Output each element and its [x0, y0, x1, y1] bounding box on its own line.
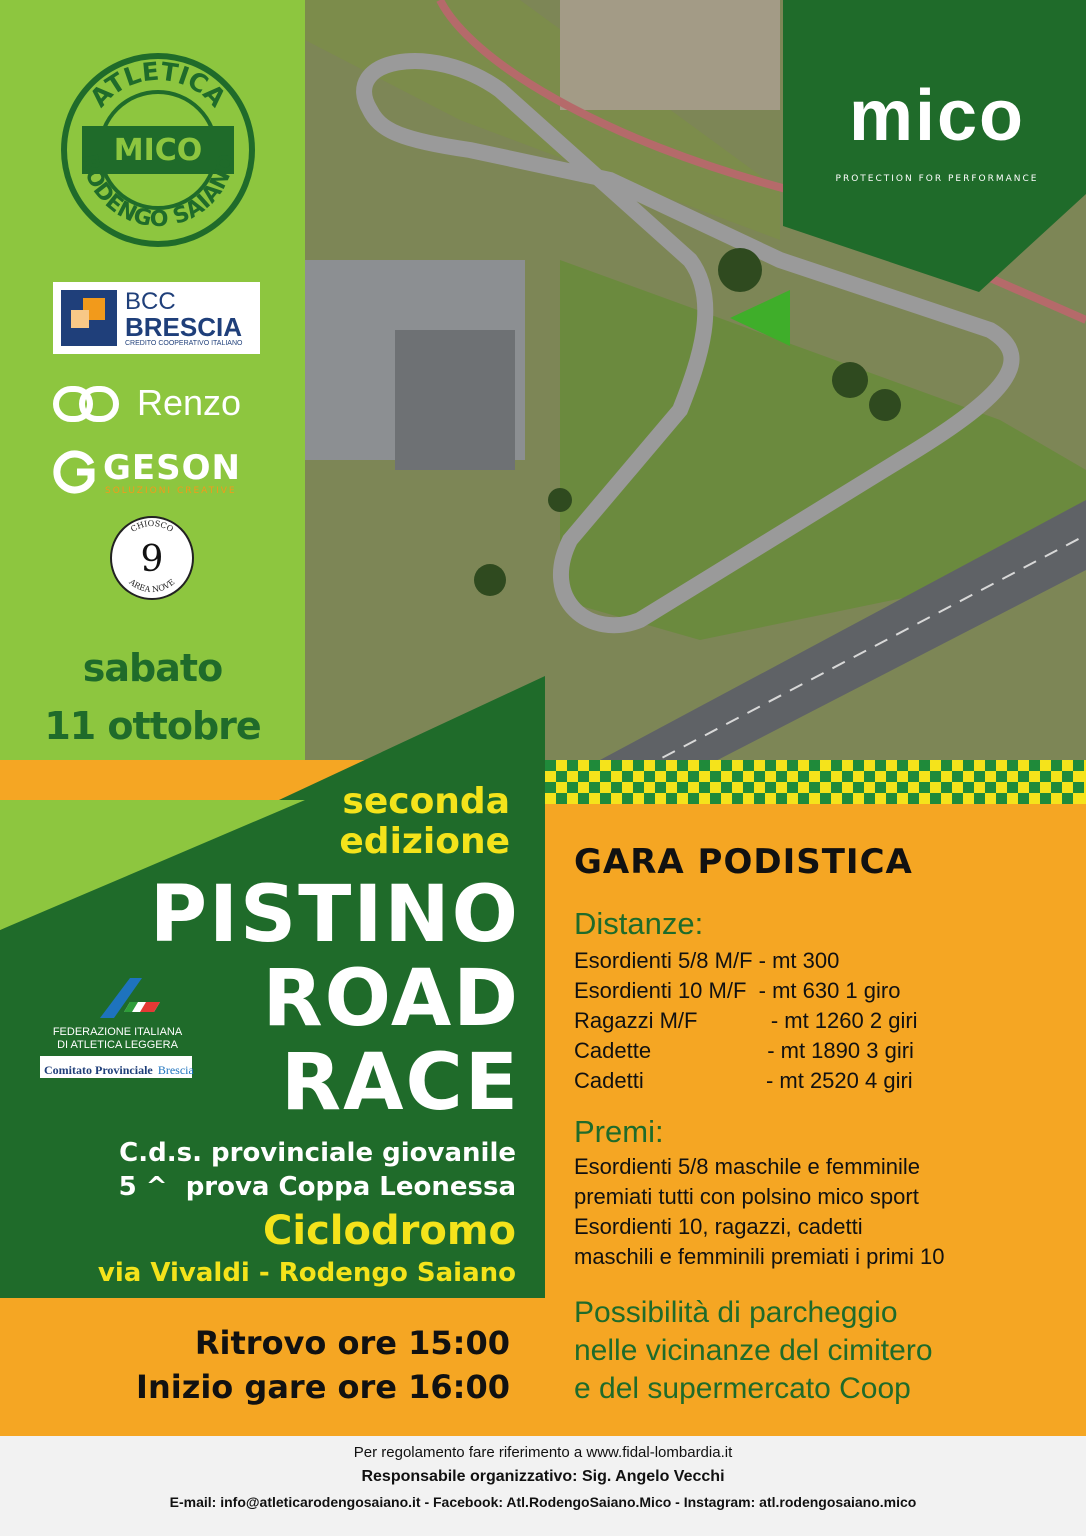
geson-g-icon: [53, 450, 97, 494]
club-logo-bottom-text: RODENGO SAIANO: [75, 152, 241, 233]
footer-contacts: E-mail: info@atleticarodengosaiano.it - Facebook: Atl.RodengoSaiano.Mico - Instagram: atl.rodengosaiano.mico: [169, 1494, 917, 1510]
bcc-line2: BRESCIA: [125, 312, 243, 342]
renzo-logo: [53, 380, 273, 428]
checkered-strip: [545, 760, 1086, 804]
fidal-runner-icon: [90, 972, 190, 1022]
footer-regulation: Per regolamento fare riferimento a www.fidal-lombardia.it: [353, 1444, 733, 1461]
prize-item: maschili e femminili premiati i primi 10: [574, 1244, 945, 1269]
distances-title: Distanze:: [574, 906, 704, 941]
fidal-committee-badge: [40, 1056, 192, 1078]
edition-line2: edizione: [339, 821, 510, 862]
distance-item: Esordienti 5/8 M/F - mt 300: [574, 948, 840, 973]
club-logo-top-text: ATLETICA: [84, 56, 232, 113]
event-title-line1: PISTINO: [149, 870, 520, 960]
geson-tagline: SOLUZIONI CREATIVE: [105, 486, 237, 496]
bcc-line1: BCC: [125, 288, 176, 315]
distance-item: Ragazzi M/F - mt 1260 2 giri: [574, 1008, 918, 1033]
bcc-square-icon: [61, 290, 117, 346]
date-date: 11 ottobre: [44, 704, 261, 748]
prize-item: premiati tutti con polsino mico sport: [574, 1184, 919, 1209]
chiosco-bottom-text: AREA NOVE: [127, 577, 177, 595]
date-day: sabato: [82, 646, 223, 690]
mico-logo-text: mico: [848, 76, 1026, 156]
distance-item: Cadetti - mt 2520 4 giri: [574, 1068, 913, 1093]
mico-tagline: PROTECTION FOR PERFORMANCE: [835, 174, 1039, 184]
fidal-committee: Comitato Provinciale: [44, 1063, 153, 1077]
chiosco-number: 9: [140, 539, 164, 580]
event-venue: Ciclodromo: [263, 1208, 516, 1254]
prize-item: Esordienti 5/8 maschile e femminile: [574, 1154, 921, 1179]
geson-logo: [53, 448, 273, 500]
parking-line: nelle vicinanze del cimitero: [574, 1334, 933, 1367]
renzo-text: Renzo: [137, 382, 242, 423]
race-heading: GARA PODISTICA: [574, 842, 913, 882]
fidal-line1: FEDERAZIONE ITALIANA: [52, 1026, 183, 1038]
bcc-brescia-logo: [53, 282, 260, 354]
prizes-title: Premi:: [574, 1114, 664, 1149]
edition-line1: seconda: [342, 781, 510, 822]
fidal-line2: DI ATLETICA LEGGERA: [57, 1039, 178, 1051]
distance-item: Esordienti 10 M/F - mt 630 1 giro: [574, 978, 901, 1003]
parking-line: Possibilità di parcheggio: [574, 1296, 898, 1329]
renzo-link-icon: [53, 384, 119, 424]
club-logo-middle-text: MICO: [113, 133, 203, 168]
footer-organizer: Responsabile organizzativo: Sig. Angelo Vecchi: [361, 1468, 725, 1485]
chiosco-top-text: CHIOSCO: [129, 518, 175, 534]
geson-text: GESON: [103, 448, 241, 488]
club-logo: [60, 52, 256, 248]
schedule-meet: Ritrovo ore 15:00: [194, 1324, 510, 1362]
event-address: via Vivaldi - Rodengo Saiano: [97, 1258, 516, 1288]
distance-item: Cadette - mt 1890 3 giri: [574, 1038, 914, 1063]
event-title-line3: RACE: [281, 1038, 520, 1128]
event-title-line2: ROAD: [262, 954, 520, 1044]
event-info-line1: C.d.s. provinciale giovanile: [119, 1138, 516, 1168]
event-info-line2: 5 ^ prova Coppa Leonessa: [118, 1172, 516, 1202]
fidal-logo: [40, 972, 195, 1084]
parking-line: e del supermercato Coop: [574, 1372, 911, 1405]
fidal-city: Brescia: [157, 1063, 194, 1077]
green-triangle-accent: [730, 290, 790, 346]
chiosco-9-logo: [94, 515, 210, 601]
schedule-start: Inizio gare ore 16:00: [136, 1368, 510, 1406]
prize-item: Esordienti 10, ragazzi, cadetti: [574, 1214, 863, 1239]
bcc-line3: CREDITO COOPERATIVO ITALIANO: [125, 340, 243, 347]
